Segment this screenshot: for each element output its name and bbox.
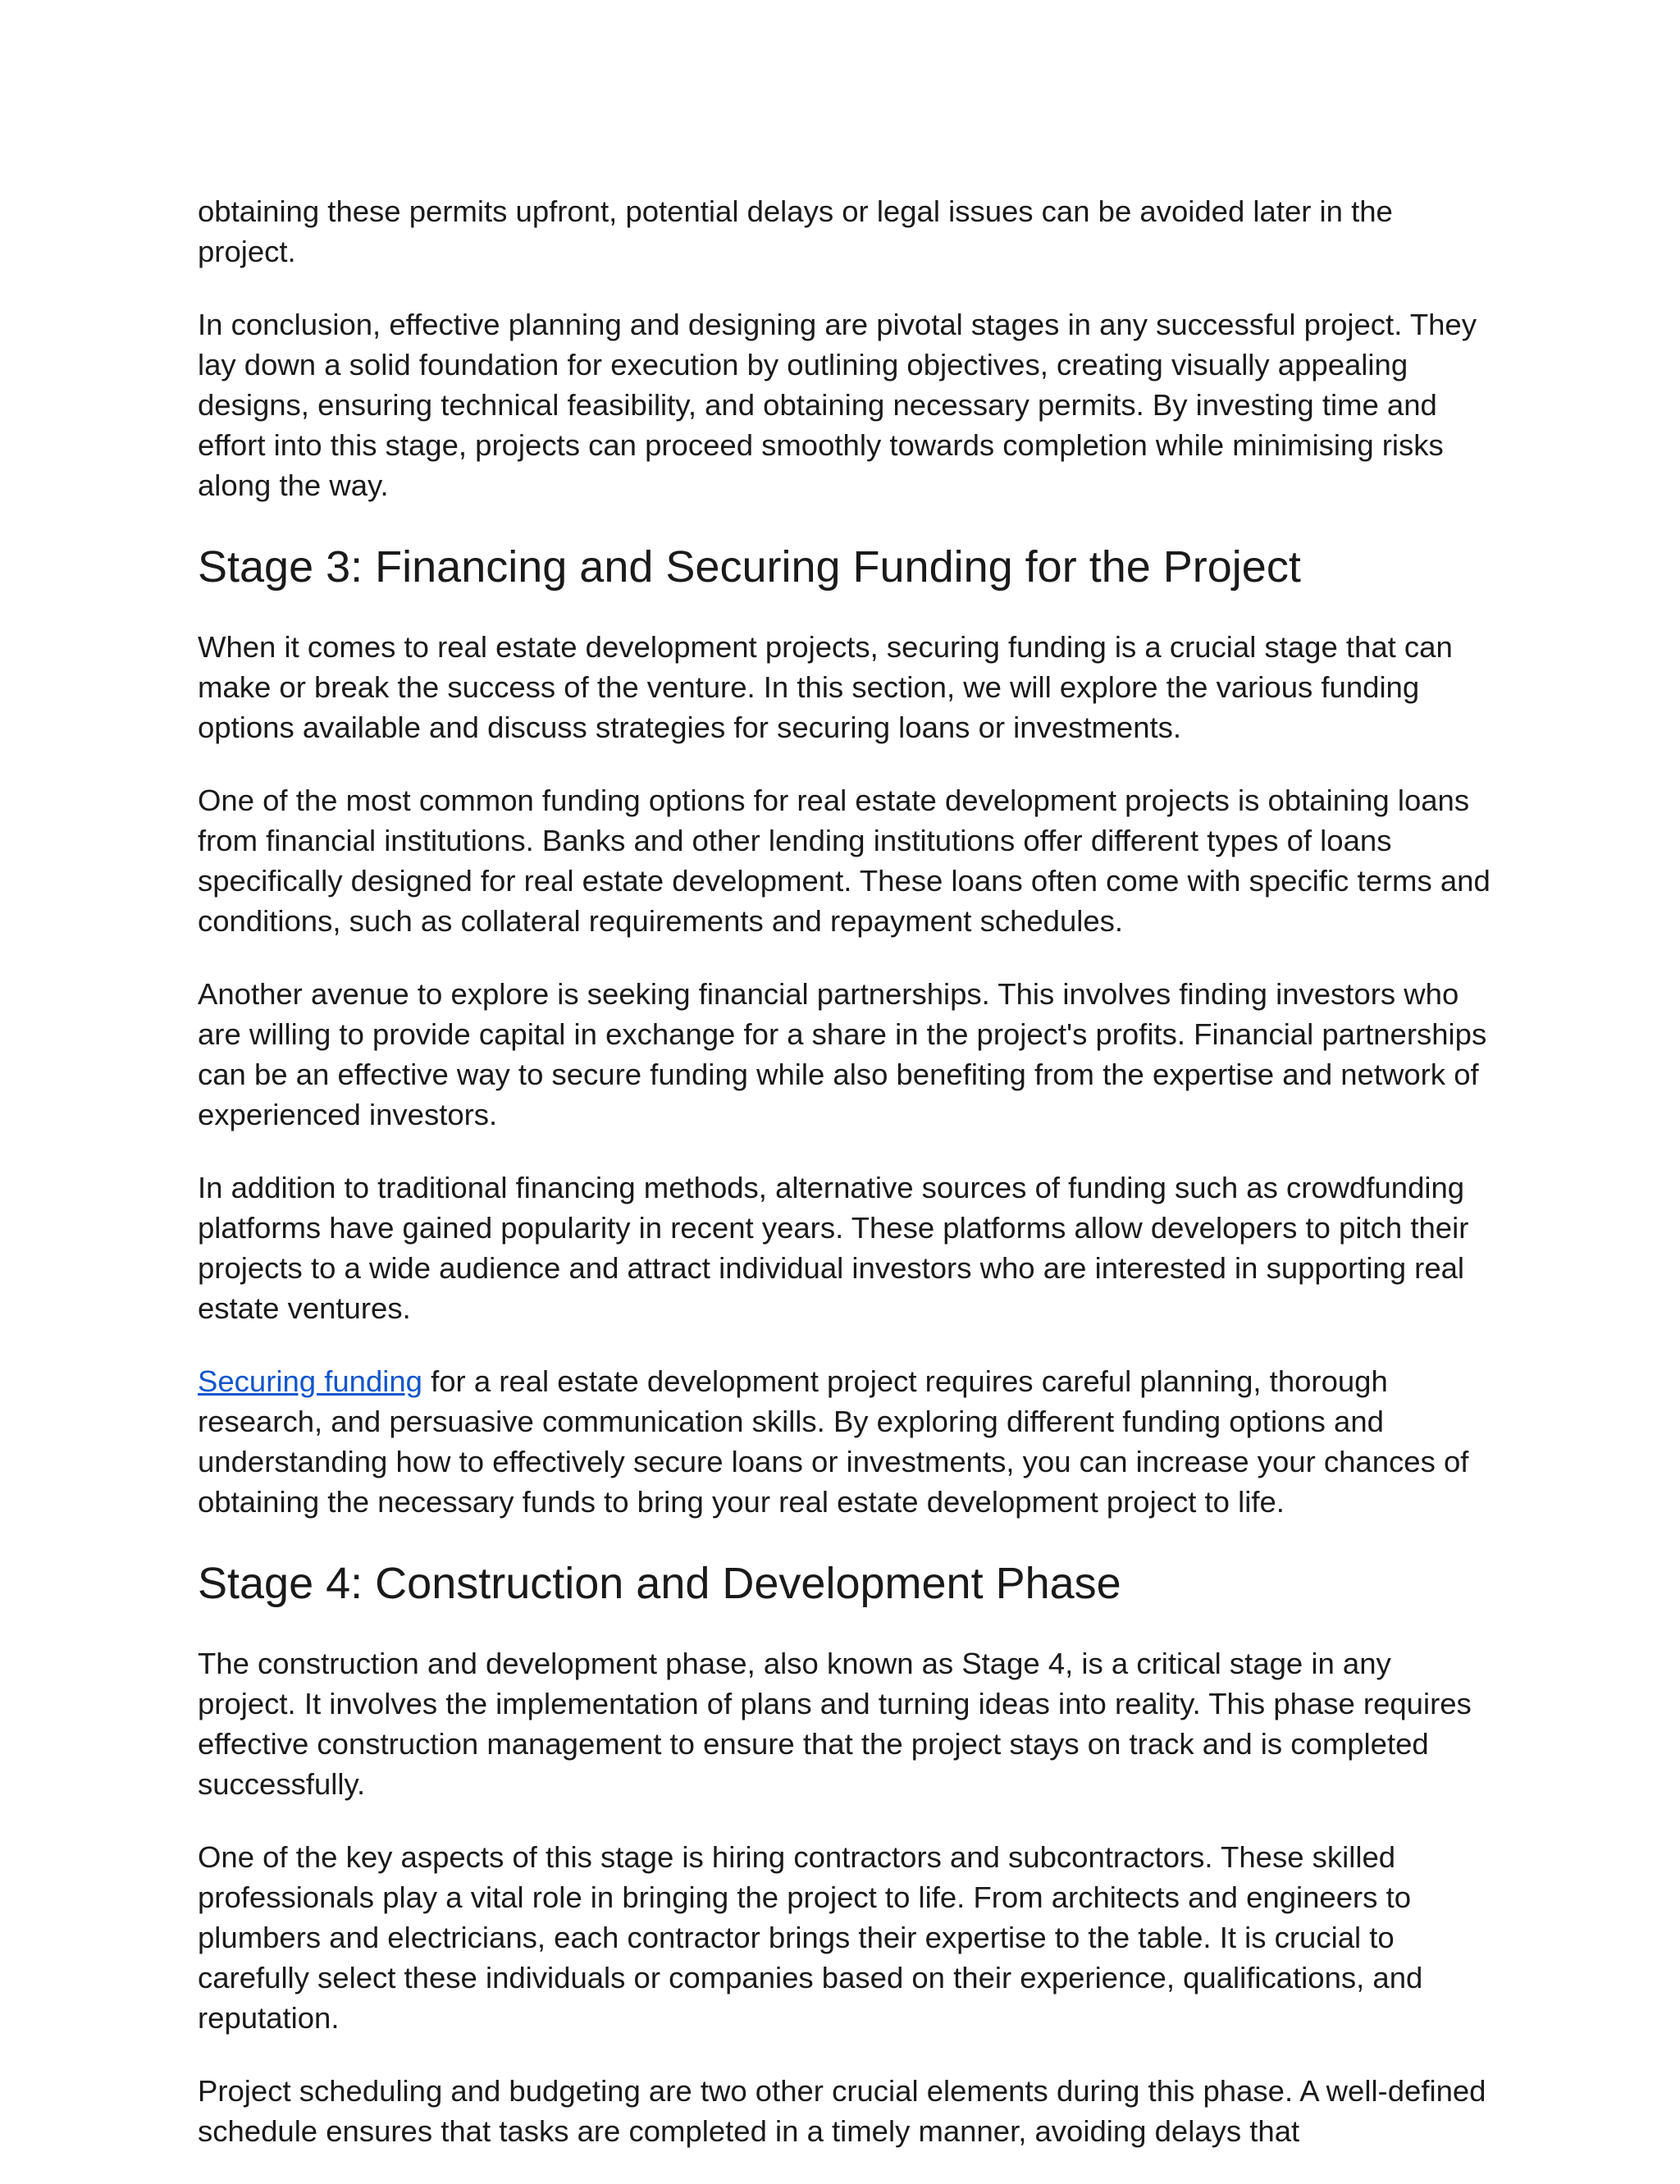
paragraph-stage4-1: The construction and development phase, also known as Stage 4, is a critical stage in any project. It involves the implementation of plans and turning ideas into reality. This phase requires effective construction management to ensure that the project stays on track and is completed successfully. [198,1647,1472,1801]
paragraph-conclusion: In conclusion, effective planning and designing are pivotal stages in any successful project. They lay down a solid foundation for execution by outlining objectives, creating visually appealing designs, ensuring technical feasibility, and obtaining necessary permits. By investing time and effort into this stage, projects can proceed smoothly towards completion while minimising risks along the way. [198,308,1477,502]
paragraph-stage3-2: One of the most common funding options for real estate development projects is obtaining loans from financial institutions. Banks and other lending institutions offer different types of loans specifically designed for real estate development. These loans often come with specific terms and conditions, such as collateral requirements and repayment schedules. [198,784,1491,938]
securing-funding-link[interactable]: Securing funding [198,1364,422,1398]
heading-stage-4: Stage 4: Construction and Development Phase [198,1559,1121,1608]
heading-stage-3: Stage 3: Financing and Securing Funding for the Project [198,542,1301,592]
paragraph-stage4-2: One of the key aspects of this stage is hiring contractors and subcontractors. These skilled professionals play a vital role in bringing the project to life. From architects and engineers to plumbers and electricians, each contractor brings their expertise to the table. It is crucial to carefully select these individuals or companies based on their experience, qualifications, and reputation. [198,1840,1423,2035]
paragraph-stage3-4: In addition to traditional financing methods, alternative sources of funding such as crowdfunding platforms have gained popularity in recent years. These platforms allow developers to pitch their projects to a wide audience and attract individual investors who are interested in supporting real estate ventures. [198,1171,1469,1325]
paragraph-stage4-3: Project scheduling and budgeting are two other crucial elements during this phase. A well-defined schedule ensures that tasks are completed in a timely manner, avoiding delays that [198,2074,1486,2148]
paragraph-stage3-1: When it comes to real estate development projects, securing funding is a crucial stage that can make or break the success of the venture. In this section, we will explore the various funding options available and discuss strategies for securing loans or investments. [198,630,1453,744]
paragraph-intro-tail: obtaining these permits upfront, potential delays or legal issues can be avoided later in the project. [198,194,1393,268]
paragraph-stage3-5-text: for a real estate development project requires careful planning, thorough research, and persuasive communication skills. By exploring different funding options and understanding how to effectively secure loans or investments, you can increase your chances of obtaining the necessary funds to bring your real estate development project to life. [198,1364,1469,1519]
paragraph-stage3-3: Another avenue to explore is seeking financial partnerships. This involves finding investors who are willing to provide capital in exchange for a share in the project's profits. Financial partnerships can be an effective way to secure funding while also benefiting from the expertise and network of experienced investors. [198,977,1487,1131]
paragraph-stage3-5 [198,1361,1494,1522]
document-page [198,191,1494,2184]
